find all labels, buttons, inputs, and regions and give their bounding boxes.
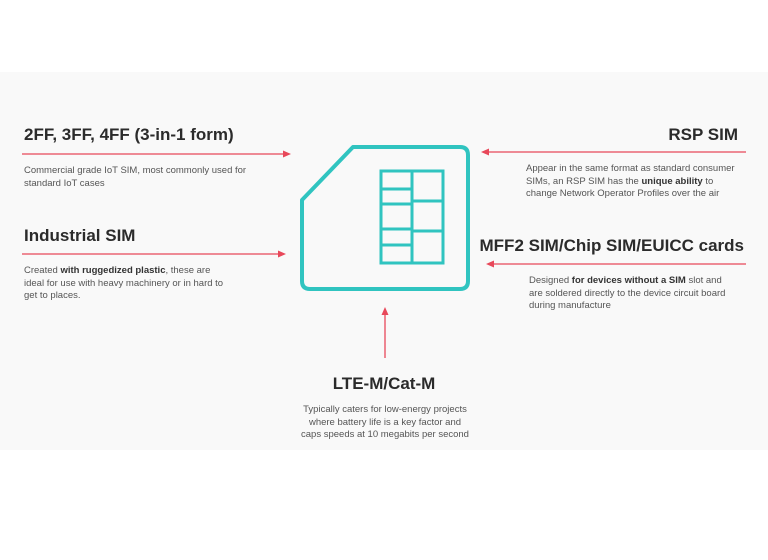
desc-ltem-catm: Typically caters for low-energy projects where battery life is a key factor and caps speeds at 10 megabits per second [301,404,469,440]
title-rsp-sim: RSP SIM [668,125,738,144]
title-3in1-form: 2FF, 3FF, 4FF (3-in-1 form) [24,125,234,144]
desc-3in1-form: Commercial grade IoT SIM, most commonly used for standard IoT cases [24,165,247,189]
arrow-ltem [382,307,389,358]
arrow-mff2 [486,261,746,268]
title-industrial-sim: Industrial SIM [24,226,136,245]
arrow-industrial [22,251,286,258]
title-ltem-catm: LTE-M/Cat-M [332,374,436,393]
desc-industrial-sim: Created with ruggedized plastic, these are ideal for use with heavy machinery or in hard to get to places. [24,265,224,301]
title-mff2-sim: MFF2 SIM/Chip SIM/EUICC cards [479,236,744,255]
arrow-3in1 [22,151,291,158]
desc-rsp-sim: Appear in the same format as standard consumer SIMs, an RSP SIM has the unique ability to change Network Operator Profiles over the air [526,163,735,199]
sim-chip-icon [381,171,443,263]
desc-mff2-sim: Designed for devices without a SIM slot and are soldered directly to the device circuit board during manufacture [529,275,726,311]
arrow-rsp [481,149,746,156]
